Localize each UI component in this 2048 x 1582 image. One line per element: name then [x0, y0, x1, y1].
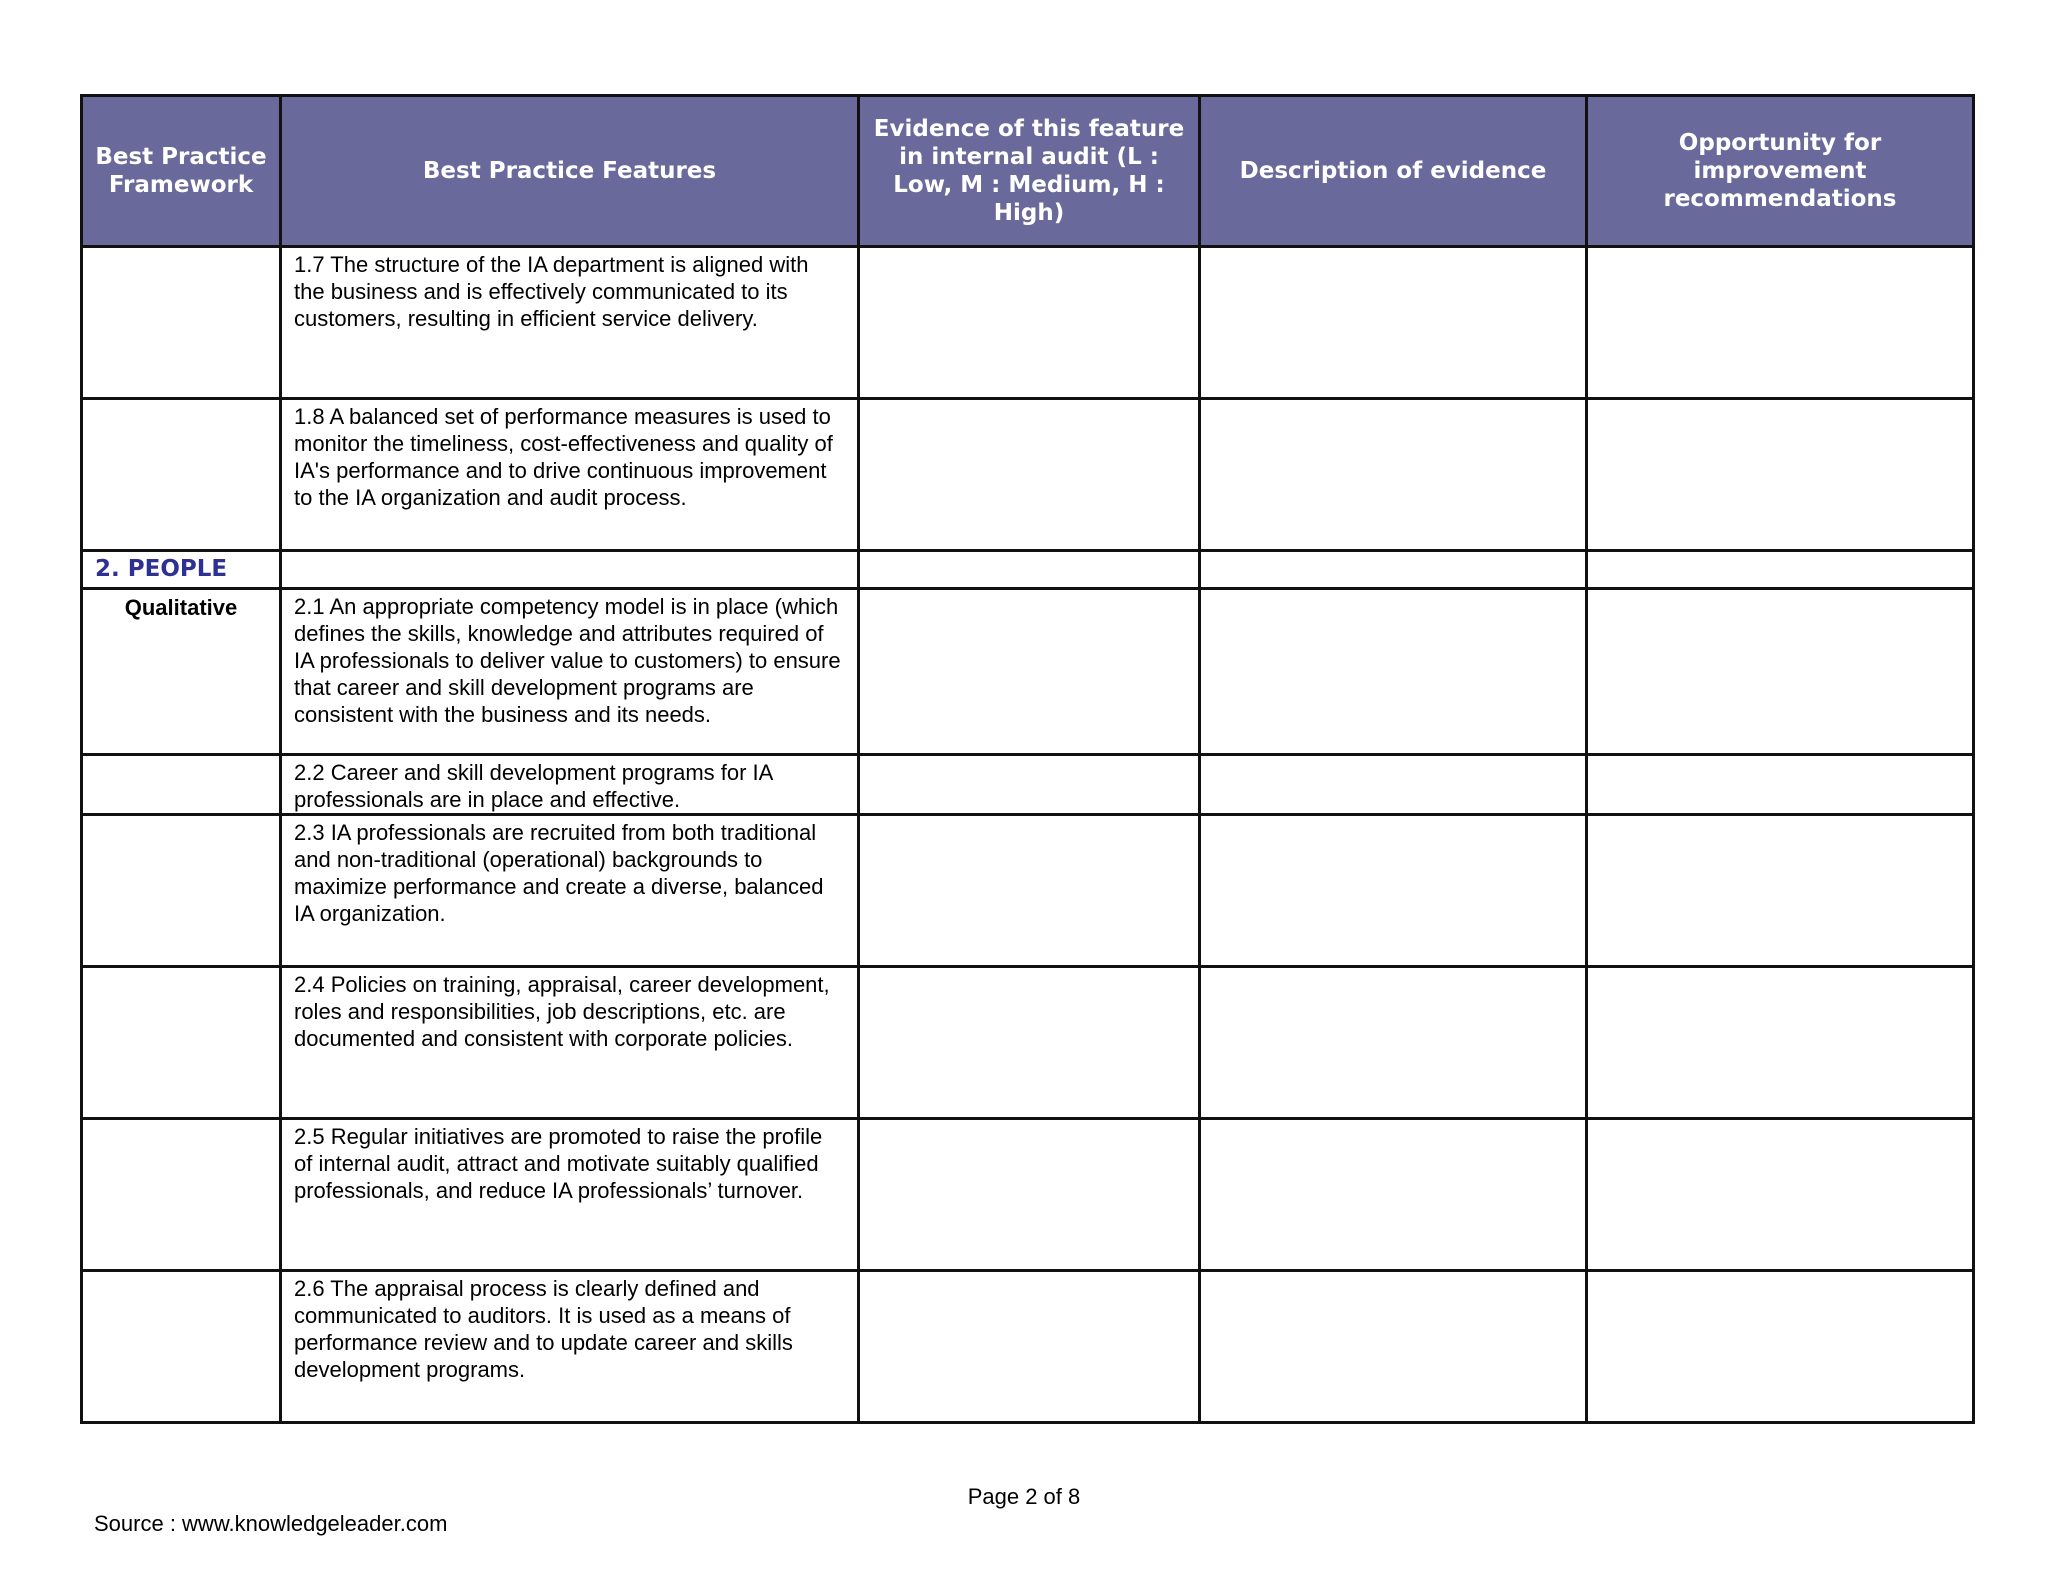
evidence-level-cell	[859, 551, 1200, 589]
evidence-description-cell	[1200, 1271, 1587, 1423]
improvement-cell	[1587, 755, 1974, 815]
evidence-level-cell	[859, 1119, 1200, 1271]
evidence-description-cell	[1200, 589, 1587, 755]
improvement-cell	[1587, 967, 1974, 1119]
framework-cell	[82, 755, 281, 815]
framework-cell	[82, 247, 281, 399]
evidence-level-cell	[859, 755, 1200, 815]
evidence-level-cell	[859, 967, 1200, 1119]
framework-cell	[82, 967, 281, 1119]
evidence-description-cell	[1200, 967, 1587, 1119]
feature-cell: 2.1 An appropriate competency model is in place (which defines the skills, knowledge and attributes required of IA professionals to deliver value to customers) to ensure that career and skill development programs are consistent with the business and its needs.	[281, 589, 859, 755]
framework-cell	[82, 1119, 281, 1271]
framework-cell	[82, 815, 281, 967]
improvement-cell	[1587, 589, 1974, 755]
improvement-cell	[1587, 399, 1974, 551]
feature-cell: 2.6 The appraisal process is clearly defined and communicated to auditors. It is used as a means of performance review and to update career and skills development programs.	[281, 1271, 859, 1423]
improvement-cell	[1587, 247, 1974, 399]
evidence-level-cell	[859, 247, 1200, 399]
framework-cell	[82, 1271, 281, 1423]
improvement-cell	[1587, 815, 1974, 967]
evidence-level-cell	[859, 589, 1200, 755]
header-improvement: Opportunity for improvement recommendations	[1587, 96, 1974, 247]
framework-cell	[82, 399, 281, 551]
best-practice-table	[80, 94, 1975, 1424]
table-row	[82, 967, 1974, 1119]
section-row	[82, 551, 1974, 589]
feature-cell: 2.4 Policies on training, appraisal, career development, roles and responsibilities, job descriptions, etc. are documented and consistent with corporate policies.	[281, 967, 859, 1119]
evidence-description-cell	[1200, 815, 1587, 967]
evidence-level-cell	[859, 815, 1200, 967]
header-features: Best Practice Features	[281, 96, 859, 247]
feature-cell: 2.2 Career and skill development programs for IA professionals are in place and effective.	[281, 755, 859, 815]
improvement-cell	[1587, 1119, 1974, 1271]
improvement-cell	[1587, 551, 1974, 589]
feature-cell: 2.5 Regular initiatives are promoted to raise the profile of internal audit, attract and motivate suitably qualified professionals, and reduce IA professionals’ turnover.	[281, 1119, 859, 1271]
feature-cell	[281, 551, 859, 589]
evidence-description-cell	[1200, 399, 1587, 551]
framework-cell: Qualitative	[82, 589, 281, 755]
improvement-cell	[1587, 1271, 1974, 1423]
table-row	[82, 1119, 1974, 1271]
feature-cell: 1.7 The structure of the IA department is aligned with the business and is effectively communicated to its customers, resulting in efficient service delivery.	[281, 247, 859, 399]
table-row	[82, 755, 1974, 815]
header-evidence-description: Description of evidence	[1200, 96, 1587, 247]
evidence-level-cell	[859, 399, 1200, 551]
feature-cell: 1.8 A balanced set of performance measures is used to monitor the timeliness, cost-effectiveness and quality of IA's performance and to drive continuous improvement to the IA organization and audit process.	[281, 399, 859, 551]
table-row	[82, 1271, 1974, 1423]
header-evidence-level: Evidence of this feature in internal audit (L : Low, M : Medium, H : High)	[859, 96, 1200, 247]
table-row	[82, 247, 1974, 399]
header-framework: Best Practice Framework	[82, 96, 281, 247]
evidence-description-cell	[1200, 247, 1587, 399]
evidence-description-cell	[1200, 755, 1587, 815]
table-row	[82, 399, 1974, 551]
evidence-description-cell	[1200, 1119, 1587, 1271]
section-title: 2. PEOPLE	[82, 551, 281, 589]
source-note: Source : www.knowledgeleader.com	[94, 1511, 448, 1536]
evidence-level-cell	[859, 1271, 1200, 1423]
feature-cell: 2.3 IA professionals are recruited from both traditional and non-traditional (operational) backgrounds to maximize performance and create a diverse, balanced IA organization.	[281, 815, 859, 967]
table-header-row	[82, 96, 1974, 247]
table-row	[82, 589, 1974, 755]
evidence-description-cell	[1200, 551, 1587, 589]
table-row	[82, 815, 1974, 967]
page-number: Page 2 of 8	[967, 1484, 1081, 1509]
